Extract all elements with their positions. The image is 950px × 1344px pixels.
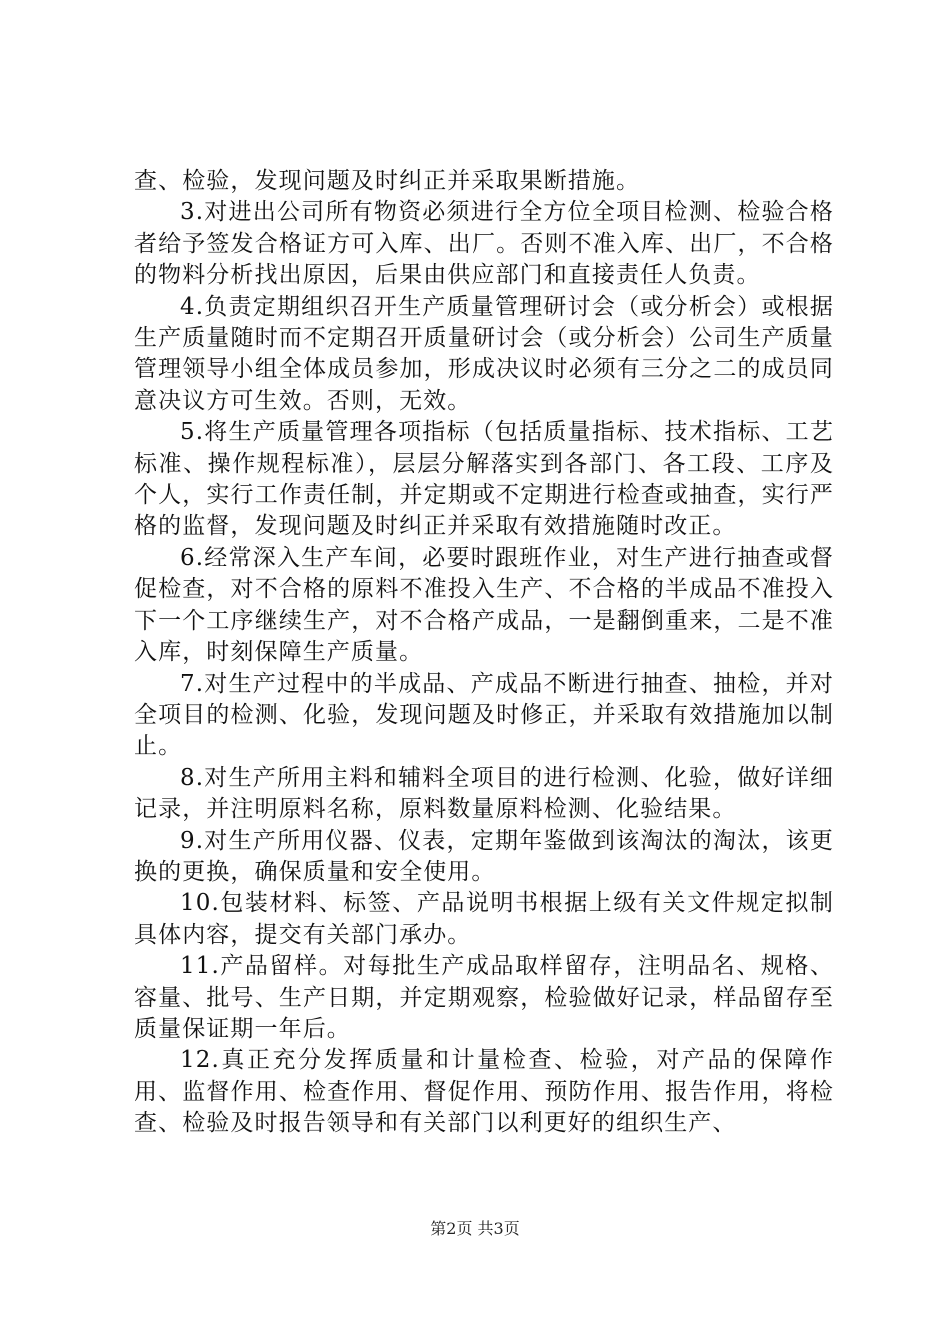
- paragraph-continuation: 查、检验，发现问题及时纠正并采取果断措施。: [134, 168, 641, 194]
- paragraph-item-7: 7.对生产过程中的半成品、产成品不断进行抽查、抽检，并对全项目的检测、化验，发现问题及时修正，并采取有效措施加以制止。: [134, 670, 834, 760]
- paragraph-item-6: 6.经常深入生产车间，必要时跟班作业，对生产进行抽查或督促检查，对不合格的原料不准投入生产、不合格的半成品不准投入下一个工序继续生产，对不合格产成品，一是翻倒重来，二是不准入库，时刻保障生产质量。: [134, 544, 834, 666]
- document-body: [134, 166, 834, 1140]
- page-footer: 第2页 共3页: [430, 1219, 520, 1238]
- paragraph-item-9: 9.对生产所用仪器、仪表，定期年鉴做到该淘汰的淘汰，该更换的更换，确保质量和安全使用。: [134, 827, 834, 885]
- paragraph-item-11: 11.产品留样。对每批生产成品取样留存，注明品名、规格、容量、批号、生产日期，并定期观察，检验做好记录，样品留存至质量保证期一年后。: [134, 953, 834, 1042]
- paragraph-item-3: 3.对进出公司所有物资必须进行全方位全项目检测、检验合格者给予签发合格证方可入库、出厂。否则不准入库、出厂，不合格的物料分析找出原因，后果由供应部门和直接责任人负责。: [134, 199, 834, 289]
- paragraph-item-10: 10.包装材料、标签、产品说明书根据上级有关文件规定拟制具体内容，提交有关部门承办。: [134, 890, 834, 948]
- paragraph-item-12: 12.真正充分发挥质量和计量检查、检验，对产品的保障作用、监督作用、检查作用、督促作用、预防作用、报告作用，将检查、检验及时报告领导和有关部门以利更好的组织生产、: [134, 1047, 834, 1137]
- paragraph-item-8: 8.对生产所用主料和辅料全项目的进行检测、化验，做好详细记录，并注明原料名称，原料数量原料检测、化验结果。: [134, 764, 834, 823]
- paragraph-item-4: 4.负责定期组织召开生产质量管理研讨会（或分析会）或根据生产质量随时而不定期召开质量研讨会（或分析会）公司生产质量管理领导小组全体成员参加，形成决议时必须有三分之二的成员同意决议方可生效。否则，无效。: [134, 293, 834, 414]
- paragraph-item-5: 5.将生产质量管理各项指标（包括质量指标、技术指标、工艺标准、操作规程标准），层层分解落实到各部门、各工段、工序及个人，实行工作责任制，并定期或不定期进行检查或抽查，实行严格的监督，发现问题及时纠正并采取有效措施随时改正。: [134, 419, 834, 540]
